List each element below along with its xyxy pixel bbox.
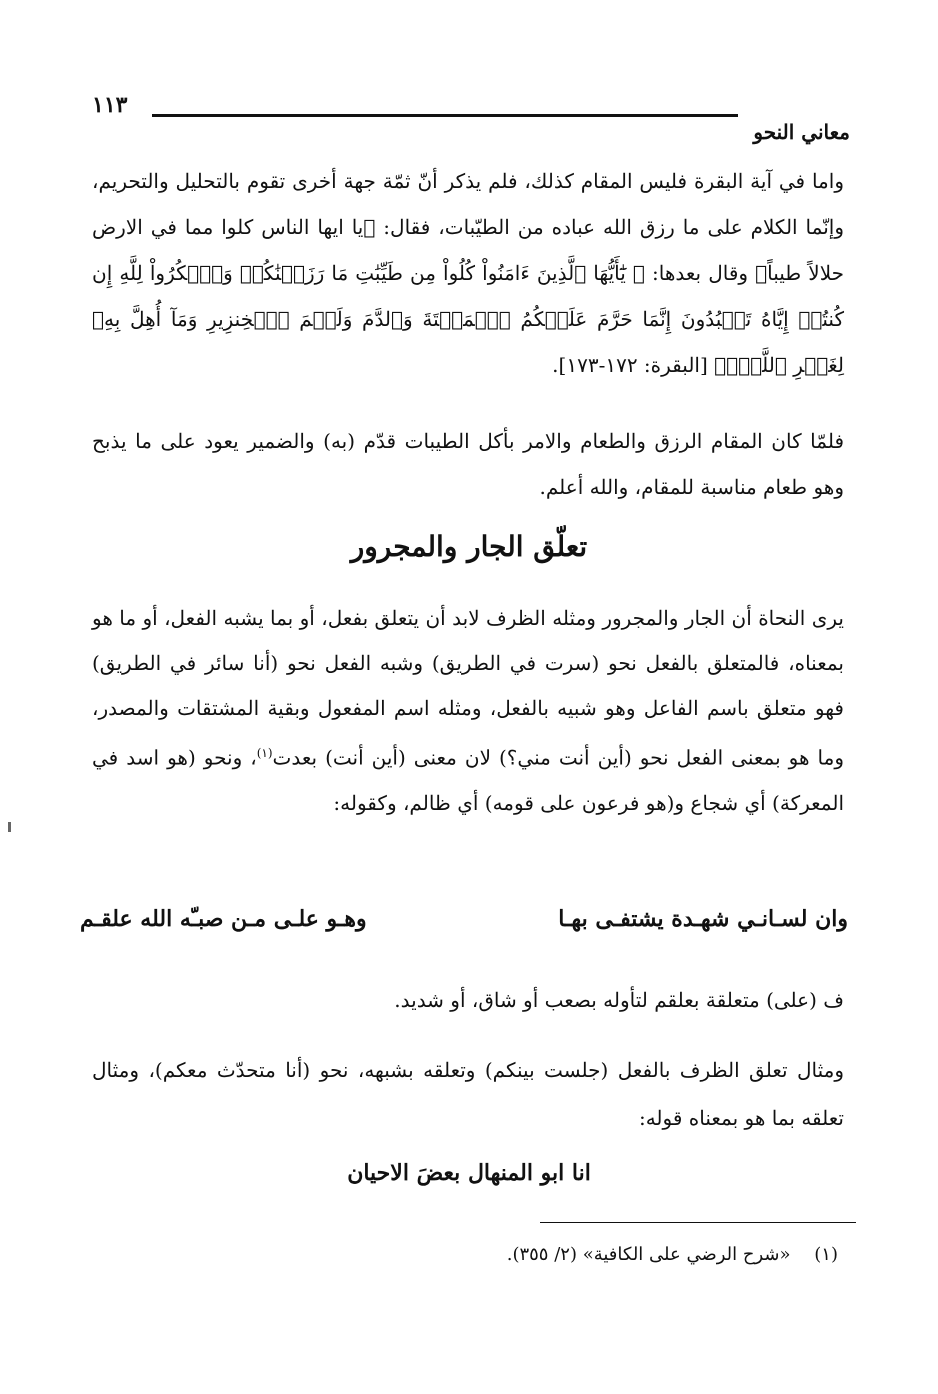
running-title: معاني النحو bbox=[753, 120, 850, 144]
paragraph-examples: ومثال تعلق الظرف بالفعل (جلست بينكم) وتعلقه بشبهه، نحو (أنا متحدّث معكم)، ومثال تعلقه بما هو بمعناه قوله: bbox=[92, 1058, 844, 1130]
paragraph-explanation: ف (على) متعلقة بعلقم لتأوله بصعب أو شاق، أو شديد. bbox=[394, 988, 844, 1012]
section-title: تعلّق الجار والمجرور bbox=[350, 530, 588, 563]
footnote-text: «شرح الرضي على الكافية» (٢/ ٣٥٥). bbox=[506, 1244, 791, 1265]
footnote-number: (١) bbox=[814, 1244, 838, 1265]
poetry-verse bbox=[80, 906, 848, 950]
page-number: ١١٣ bbox=[92, 92, 128, 118]
scan-mark bbox=[8, 822, 11, 832]
footnote-reference[interactable]: (١) bbox=[256, 746, 273, 760]
paragraph-conclusion: فلمّا كان المقام الرزق والطعام والامر بأكل الطيبات قدّم (به) والضمير يعود على ما يذبح وهو طعام مناسبة للمقام، والله أعلم. bbox=[92, 429, 844, 499]
footnote-rule bbox=[540, 1222, 856, 1223]
footnote bbox=[138, 1244, 838, 1265]
header-rule bbox=[152, 114, 738, 117]
paragraph-text-part1: يرى النحاة أن الجار والمجرور ومثله الظرف لابد أن يتعلق بفعل، أو بما يشبه الفعل، أو ما هو بمعناه، فالمتعلق بالفعل نحو (سرت في الطريق) وشبه الفعل نحو (أنا سائر في الطريق) فهو متعلق باسم الفاعل وهو شبيه بالفعل، ومثله اسم المفعول وبقية المشتقات والمصدر، وما هو بمعنى الفعل نحو (أين أنت مني؟) لان معنى (أين أنت) بعدت bbox=[92, 606, 845, 770]
poetry-line: انا ابو المنهال بعضَ الاحيان bbox=[347, 1160, 591, 1186]
paragraph-text-part2: ، ونحو (هو اسد في المعركة) أي شجاع و(هو فرعون على قومه) أي ظالم، وكقوله: bbox=[92, 745, 844, 815]
paragraph-grammar-rule bbox=[92, 596, 844, 826]
paragraph-baqara: واما في آية البقرة فليس المقام كذلك، فلم يذكر أنّ ثمّة جهة أخرى تقوم بالتحليل والتحريم، وإنّما الكلام على ما رزق الله عباده من الطيّبات، فقال: ﴿يا ايها الناس كلوا مما في الارض حلالاً طيباً﴾ وقال بعدها: ﴿ يَٰٓأَيُّهَا ٱلَّذِينَ ءَامَنُواْ كُلُواْ مِن طَيِّبَٰتِ مَا رَزَقۡنَٰكُمۡ وَٱشۡكُرُواْ لِلَّهِ إِن كُنتُمۡ إِيَّاهُ تَعۡبُدُونَ إِنَّمَا حَرَّمَ عَلَيۡكُمُ ٱلۡمَيۡتَةَ وَٱلدَّمَ وَلَحۡمَ ٱلۡخِنزِيرِ وَمَآ أُهِلَّ بِهِۦ لِغَيۡرِ ٱللَّهِۖ﴾ [البقرة: ١٧٢-١٧٣]. bbox=[92, 169, 844, 377]
page-header bbox=[92, 92, 850, 152]
verse-second-hemistich: وهـو علـى مـن صبـّه الله علقـم bbox=[80, 906, 367, 932]
verse-first-hemistich: وان لسـانـي شهـدة يشتفـى بهـا bbox=[558, 906, 848, 932]
